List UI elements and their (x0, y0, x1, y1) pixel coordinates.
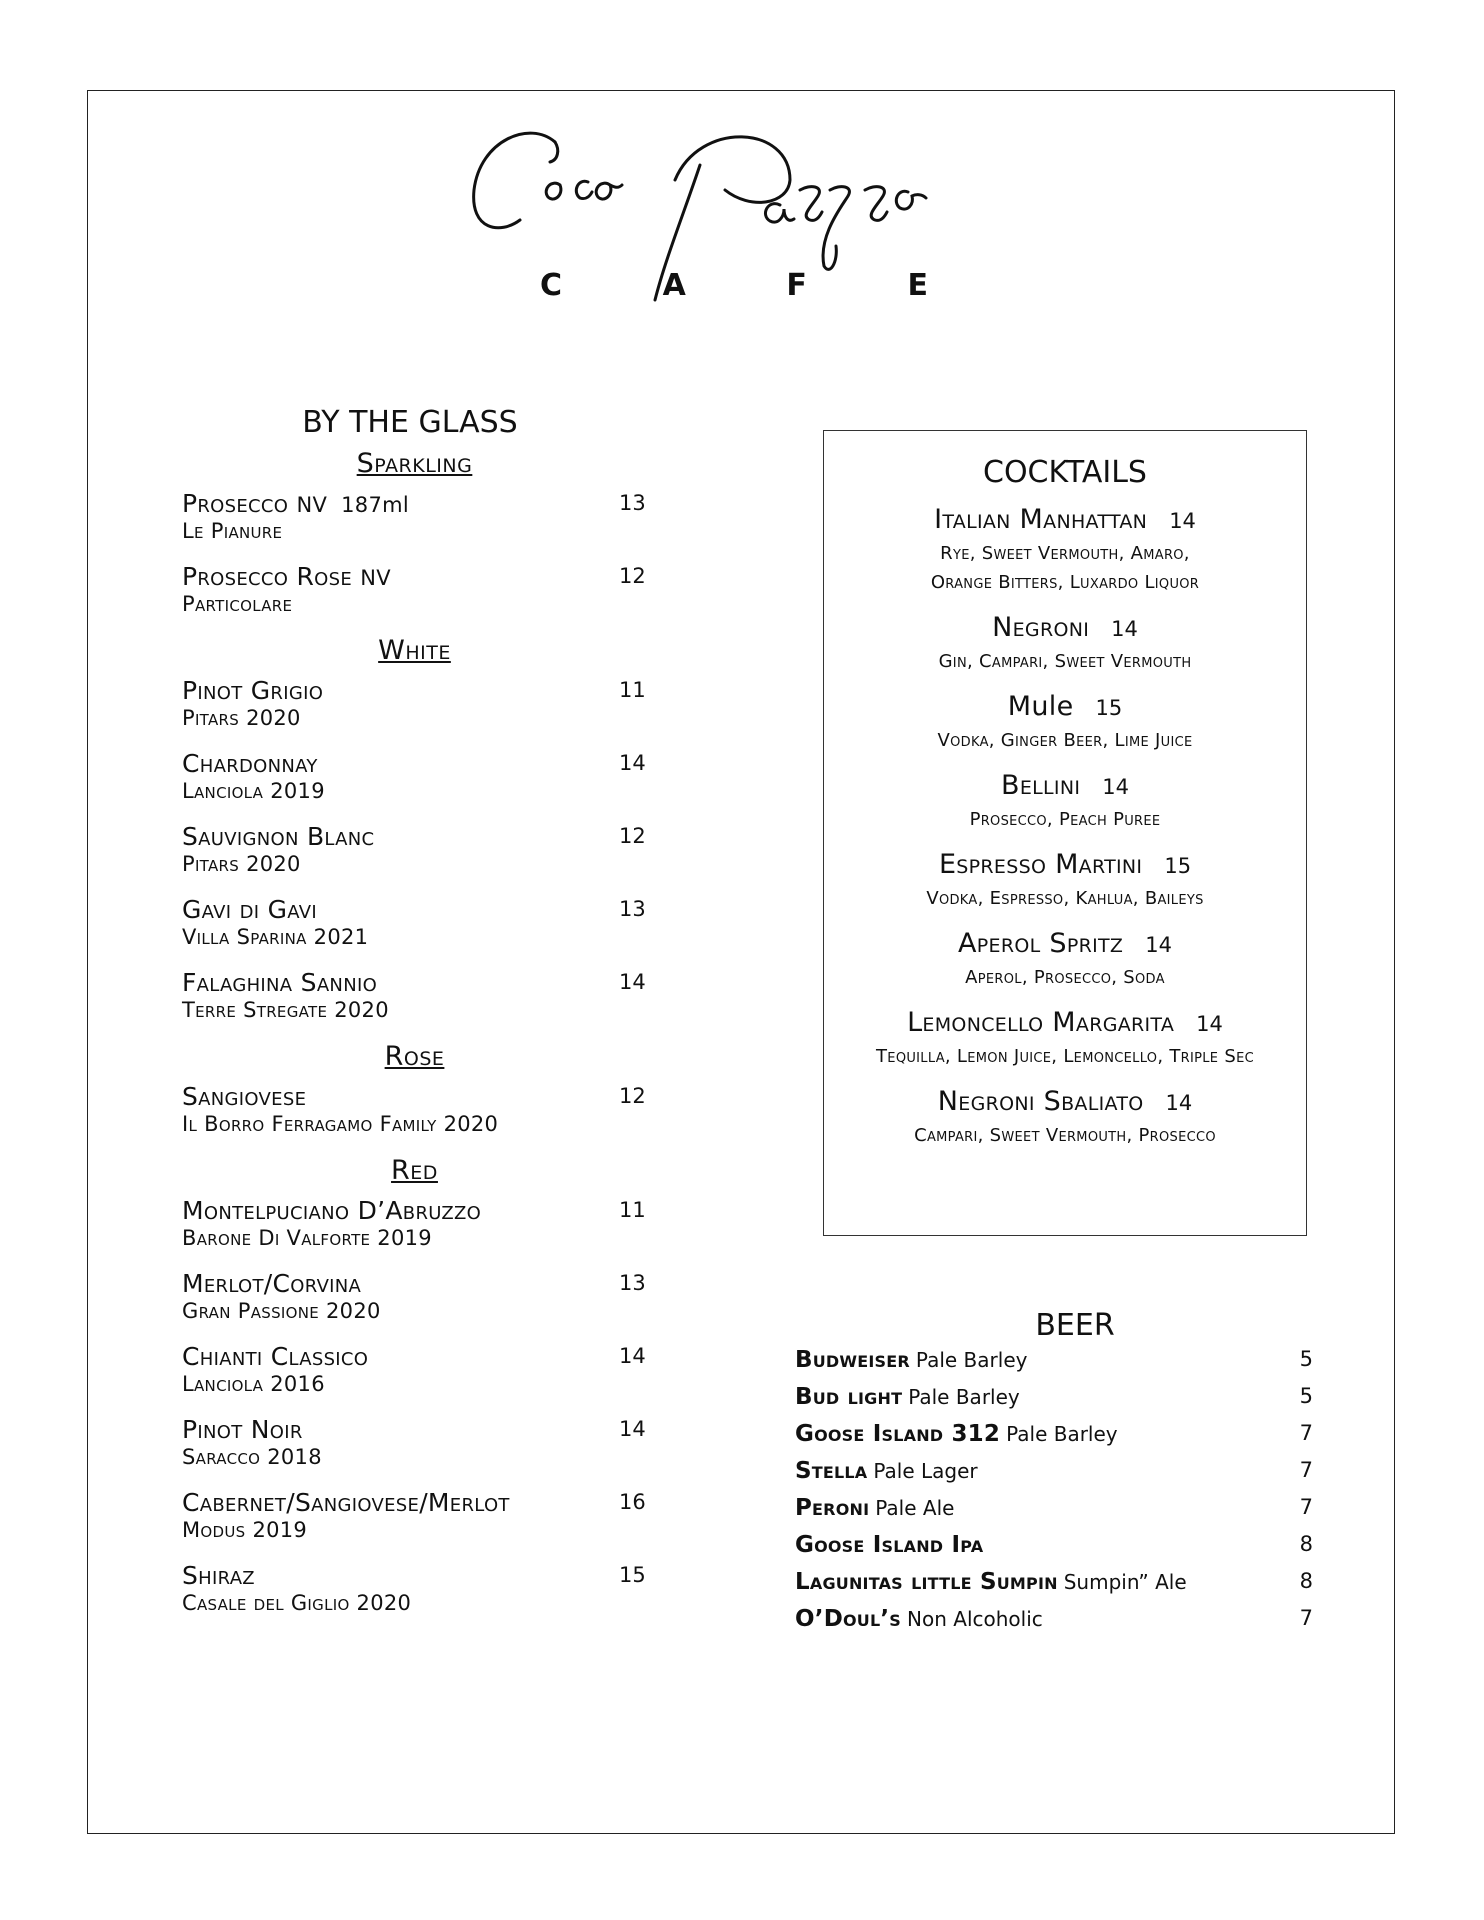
wine-price: 15 (619, 1563, 646, 1587)
cocktail-name: Espresso Martini (938, 849, 1143, 880)
wine-producer: Terre Stregate 2020 (182, 998, 389, 1022)
description-line: Rye, Sweet Vermouth, Amaro, (940, 543, 1190, 564)
cocktail-description: Vodka, Espresso, Kahlua, Baileys (926, 888, 1204, 909)
cocktail-price: 15 (1095, 696, 1123, 720)
cocktail-item (824, 1007, 1306, 1071)
wine-item (182, 968, 662, 1023)
category-title-rose: Rose (384, 1041, 445, 1072)
cocktail-description: Campari, Sweet Vermouth, Prosecco (914, 1125, 1216, 1146)
wine-name: Prosecco (182, 489, 289, 518)
by-the-glass-section (182, 405, 662, 1634)
wine-producer: Lanciola 2019 (182, 779, 325, 803)
cocktail-price: 15 (1164, 854, 1192, 878)
beer-name: Bud light (795, 1384, 903, 1410)
beer-name: Budweiser (795, 1347, 910, 1373)
logo-cafe-wordmark (540, 268, 930, 303)
beer-item (795, 1384, 1313, 1421)
wine-price: 12 (619, 824, 646, 848)
category-title-sparkling: Sparkling (356, 448, 473, 479)
wine-producer: Pitars 2020 (182, 706, 301, 730)
wine-item (182, 1488, 662, 1543)
wine-producer: Saracco 2018 (182, 1445, 322, 1469)
beer-style: Pale Barley (1006, 1422, 1118, 1446)
wine-item (182, 562, 662, 617)
cocktail-name: Italian Manhattan (934, 504, 1148, 535)
beer-title: BEER (1035, 1308, 1115, 1343)
wine-name: Shiraz (182, 1561, 255, 1590)
wine-name: Chardonnay (182, 749, 318, 778)
cocktail-description (824, 539, 1306, 597)
wine-producer: Lanciola 2016 (182, 1372, 325, 1396)
cocktail-item (824, 928, 1306, 992)
wine-producer: Modus 2019 (182, 1518, 308, 1542)
beer-item (795, 1606, 1313, 1643)
wine-producer: Barone Di Valforte 2019 (182, 1226, 432, 1250)
wine-item (182, 822, 662, 877)
cocktail-item (824, 1086, 1306, 1150)
cocktail-name: Negroni (992, 612, 1090, 643)
wine-producer: Villa Sparina 2021 (182, 925, 369, 949)
description-line: Orange Bitters, Luxardo Liquor (930, 572, 1200, 593)
wine-item (182, 489, 662, 544)
cocktail-name: Aperol Spritz (958, 928, 1124, 959)
beer-name: Stella (795, 1458, 868, 1484)
cafe-letter: A (662, 268, 688, 303)
wine-price: 16 (619, 1490, 646, 1514)
wine-name: Sauvignon Blanc (182, 822, 375, 851)
beer-price: 7 (1299, 1458, 1313, 1482)
beer-name: Lagunitas little Sumpin (795, 1569, 1058, 1595)
cocktail-description: Gin, Campari, Sweet Vermouth (938, 651, 1192, 672)
beer-item (795, 1421, 1313, 1458)
wine-price: 14 (619, 751, 646, 775)
category-title-red: Red (391, 1155, 438, 1186)
cocktail-price: 14 (1169, 509, 1196, 533)
cocktails-box (823, 430, 1307, 1236)
wine-price: 14 (619, 1417, 646, 1441)
beer-price: 8 (1299, 1569, 1313, 1593)
beer-name: O’Doul’s (795, 1606, 902, 1632)
cocktail-item (824, 504, 1306, 597)
beer-price: 5 (1299, 1347, 1313, 1371)
cafe-letter: E (907, 268, 930, 303)
wine-item (182, 1196, 662, 1251)
cocktail-description: Prosecco, Peach Puree (969, 809, 1161, 830)
wine-note: NV (360, 566, 391, 590)
wine-price: 13 (619, 1271, 646, 1295)
wine-item (182, 1269, 662, 1324)
beer-item (795, 1569, 1313, 1606)
cocktail-price: 14 (1102, 775, 1129, 799)
wine-name: Sangiovese (182, 1082, 307, 1111)
cocktail-price: 14 (1196, 1012, 1223, 1036)
cocktail-name: Lemoncello Margarita (907, 1007, 1175, 1038)
cafe-letter: C (540, 268, 565, 303)
wine-producer: Gran Passione 2020 (182, 1299, 381, 1323)
wine-name: Pinot Noir (182, 1415, 303, 1444)
category-title-white: White (378, 635, 451, 666)
beer-style: Sumpin” Ale (1063, 1570, 1187, 1594)
beer-style: Pale Barley (915, 1348, 1028, 1372)
wine-name: Falaghina Sannio (182, 968, 378, 997)
beer-item (795, 1495, 1313, 1532)
cocktail-item (824, 612, 1306, 676)
cafe-letter: F (786, 268, 809, 303)
wine-price: 12 (619, 564, 646, 588)
wine-name: Cabernet/Sangiovese/Merlot (182, 1488, 510, 1517)
wine-producer: Il Borro Ferragamo Family 2020 (182, 1112, 499, 1136)
beer-price: 8 (1299, 1532, 1313, 1556)
wine-item (182, 1082, 662, 1137)
beer-price: 7 (1299, 1606, 1313, 1630)
wine-name: Gavi di Gavi (182, 895, 317, 924)
cocktail-item (824, 770, 1306, 834)
beer-price: 7 (1299, 1421, 1313, 1445)
cocktail-item (824, 849, 1306, 913)
wine-item (182, 749, 662, 804)
cocktail-name: Negroni Sbaliato (937, 1086, 1144, 1117)
wine-price: 14 (619, 970, 646, 994)
wine-name: Prosecco Rose (182, 562, 353, 591)
beer-item (795, 1532, 1313, 1569)
wine-item (182, 1415, 662, 1470)
cocktails-title: COCKTAILS (983, 455, 1147, 490)
cocktail-price: 14 (1145, 933, 1172, 957)
beer-name: Goose Island Ipa (795, 1532, 984, 1558)
beer-section (795, 1308, 1313, 1643)
wine-item (182, 895, 662, 950)
cocktail-item (824, 691, 1306, 755)
wine-producer: Particolare (182, 592, 293, 616)
cocktail-price: 14 (1111, 617, 1138, 641)
wine-name: Pinot Grigio (182, 676, 324, 705)
wine-producer: Le Pianure (182, 519, 283, 543)
beer-item (795, 1347, 1313, 1384)
wine-name: Chianti Classico (182, 1342, 369, 1371)
wine-price: 11 (619, 678, 646, 702)
wine-name: Montelpuciano D’Abruzzo (182, 1196, 482, 1225)
beer-style: Pale Barley (908, 1385, 1020, 1409)
wine-price: 13 (619, 897, 646, 921)
cocktail-description: Aperol, Prosecco, Soda (965, 967, 1165, 988)
cocktail-name: Bellini (1001, 770, 1081, 801)
beer-price: 7 (1299, 1495, 1313, 1519)
wine-price: 12 (619, 1084, 646, 1108)
beer-name: Goose Island 312 (795, 1421, 1001, 1447)
beer-style: Pale Ale (875, 1496, 955, 1520)
wine-price: 13 (619, 491, 646, 515)
cocktail-description: Vodka, Ginger Beer, Lime Juice (937, 730, 1193, 751)
cocktail-description: Tequilla, Lemon Juice, Lemoncello, Triple Sec (876, 1046, 1254, 1067)
beer-style: Pale Lager (873, 1459, 978, 1483)
beer-style: Non Alcoholic (907, 1607, 1043, 1631)
wine-item (182, 1561, 662, 1616)
wine-note: NV 187ml (296, 493, 410, 517)
cocktail-name: Mule (1007, 691, 1074, 722)
wine-producer: Pitars 2020 (182, 852, 301, 876)
wine-name: Merlot/Corvina (182, 1269, 362, 1298)
beer-name: Peroni (795, 1495, 870, 1521)
beer-price: 5 (1299, 1384, 1313, 1408)
wine-producer: Casale del Giglio 2020 (182, 1591, 412, 1615)
cocktail-price: 14 (1165, 1091, 1193, 1115)
wine-price: 11 (619, 1198, 646, 1222)
wine-item (182, 1342, 662, 1397)
wine-price: 14 (619, 1344, 646, 1368)
section-title: BY THE GLASS (302, 405, 518, 440)
beer-item (795, 1458, 1313, 1495)
wine-item (182, 676, 662, 731)
